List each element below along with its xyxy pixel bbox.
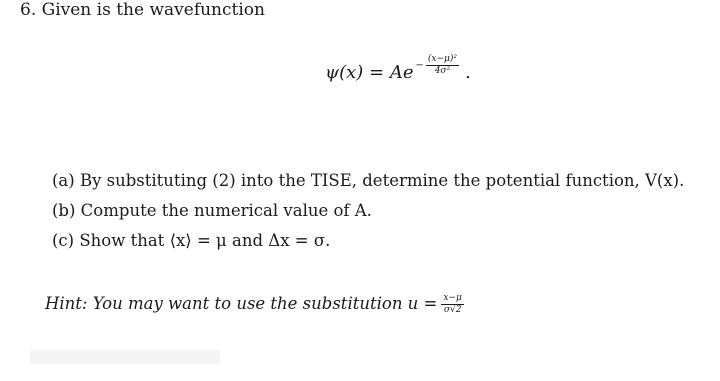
part-c: (c) Show that ⟨x⟩ = μ and Δx = σ.: [52, 231, 331, 250]
formula-exponent: [416, 55, 460, 76]
hint-fraction-denominator: σ√2: [443, 305, 462, 315]
question-heading: 6. Given is the wavefunction: [20, 0, 265, 20]
faded-artifact: [30, 350, 220, 364]
part-b: (b) Compute the numerical value of A.: [52, 201, 372, 220]
formula-lhs: ψ(x) = Ae: [325, 62, 414, 83]
hint-fraction: [441, 294, 463, 315]
exponent-denominator: 4σ²: [434, 66, 451, 76]
hint-text: Hint: You may want to use the substitution u =: [45, 294, 438, 314]
wavefunction-formula: [325, 54, 471, 85]
exponent-fraction: [426, 55, 459, 76]
exponent-numerator: (x−μ)²: [427, 54, 457, 64]
hint: [45, 294, 464, 315]
hint-fraction-numerator: x−μ: [443, 293, 462, 303]
formula-terminator: .: [465, 62, 471, 83]
part-a: (a) By substituting (2) into the TISE, determine the potential function, V(x).: [52, 171, 685, 190]
exponent-sign: −: [415, 59, 424, 71]
